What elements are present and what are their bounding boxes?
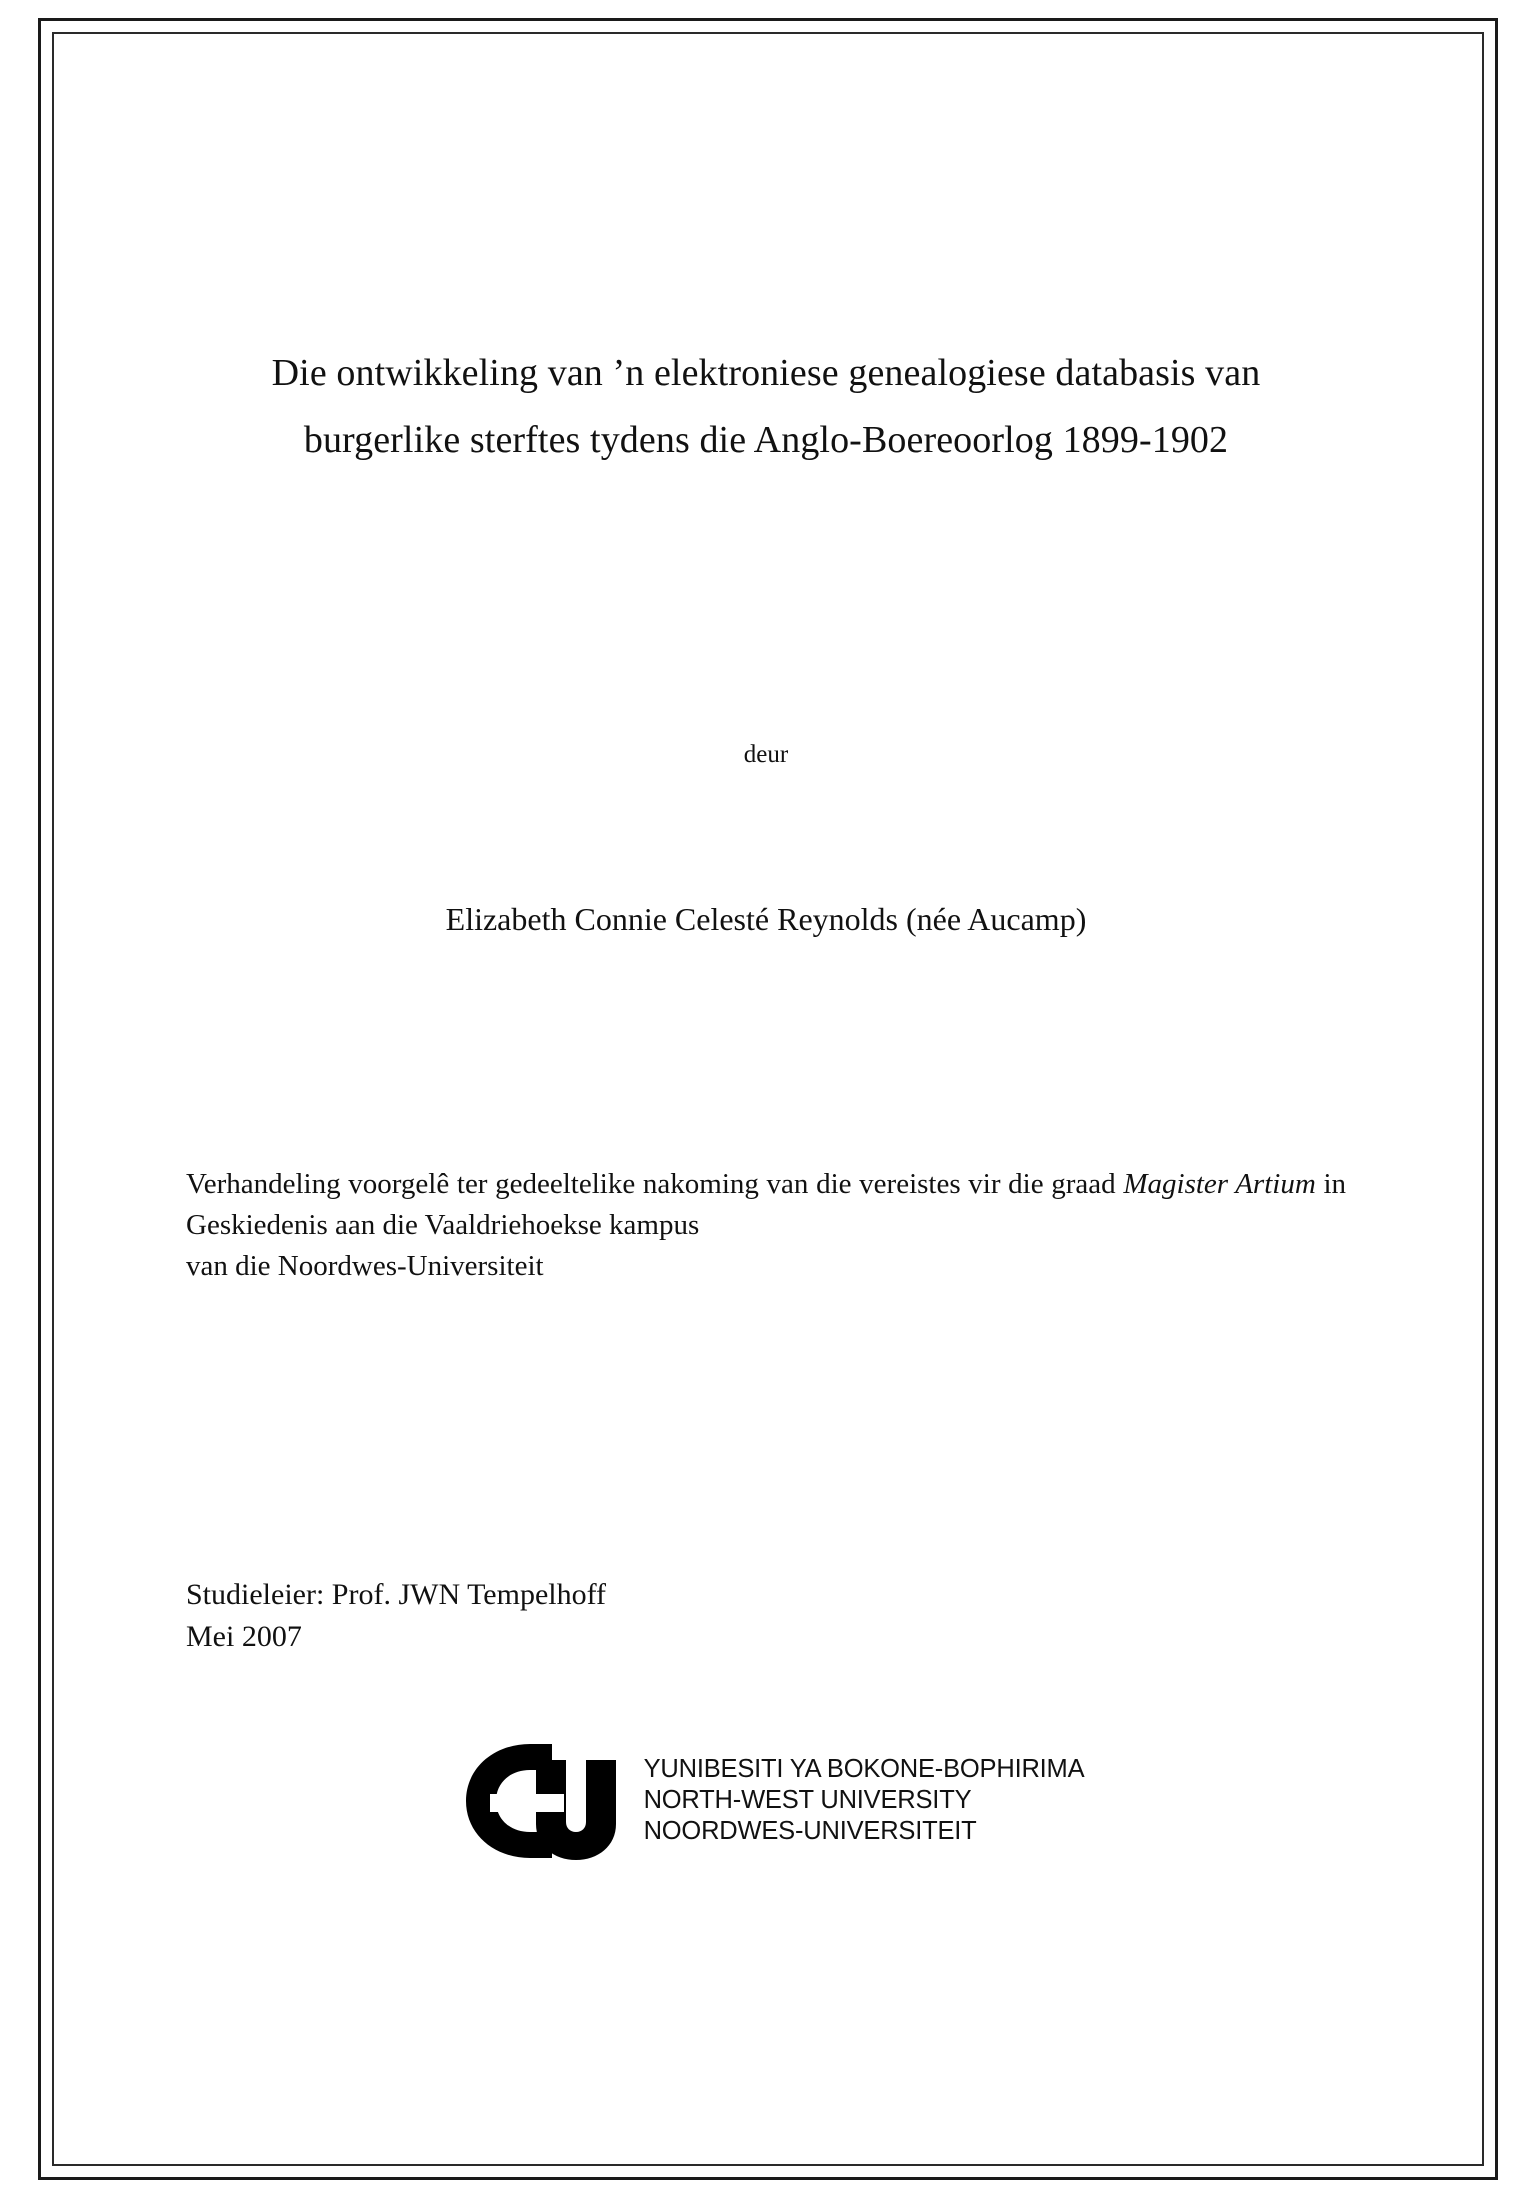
supervisor-line: Studieleier: Prof. JWN Tempelhoff [186, 1577, 607, 1611]
degree-name-italic: Magister Artium [1123, 1168, 1316, 1200]
nwu-logo-icon [448, 1736, 630, 1866]
logo-line-1: YUNIBESITI YA BOKONE-BOPHIRIMA [643, 1754, 1085, 1783]
university-logo [186, 1736, 1346, 1866]
title-line-1: Die ontwikkeling van ’n elektroniese genealogiese databasis van [271, 352, 1261, 394]
degree-statement-paragraph [186, 1164, 1346, 1246]
degree-statement-part-1: Verhandeling voorgelê ter gedeeltelike nakoming van die vereistes vir die graad [186, 1168, 1124, 1200]
page-title [186, 340, 1346, 473]
degree-statement [186, 1164, 1346, 1288]
date-line: Mei 2007 [186, 1619, 302, 1653]
by-label: deur [743, 741, 789, 768]
title-page-content [186, 340, 1346, 1866]
degree-statement-part-2: in Geskiedenis aan die Vaaldriehoekse kampus [186, 1168, 1347, 1242]
author-name: Elizabeth Connie Celesté Reynolds (née Aucamp) [445, 901, 1087, 937]
degree-statement-part-3: van die Noordwes-Universiteit [186, 1250, 544, 1283]
logo-line-2: NORTH-WEST UNIVERSITY [643, 1785, 972, 1814]
logo-line-3: NOORDWES-UNIVERSITEIT [643, 1817, 977, 1846]
title-line-2: burgerlike sterftes tydens die Anglo-Boereoorlog 1899-1902 [303, 418, 1229, 461]
university-logo-text [644, 1754, 1085, 1847]
